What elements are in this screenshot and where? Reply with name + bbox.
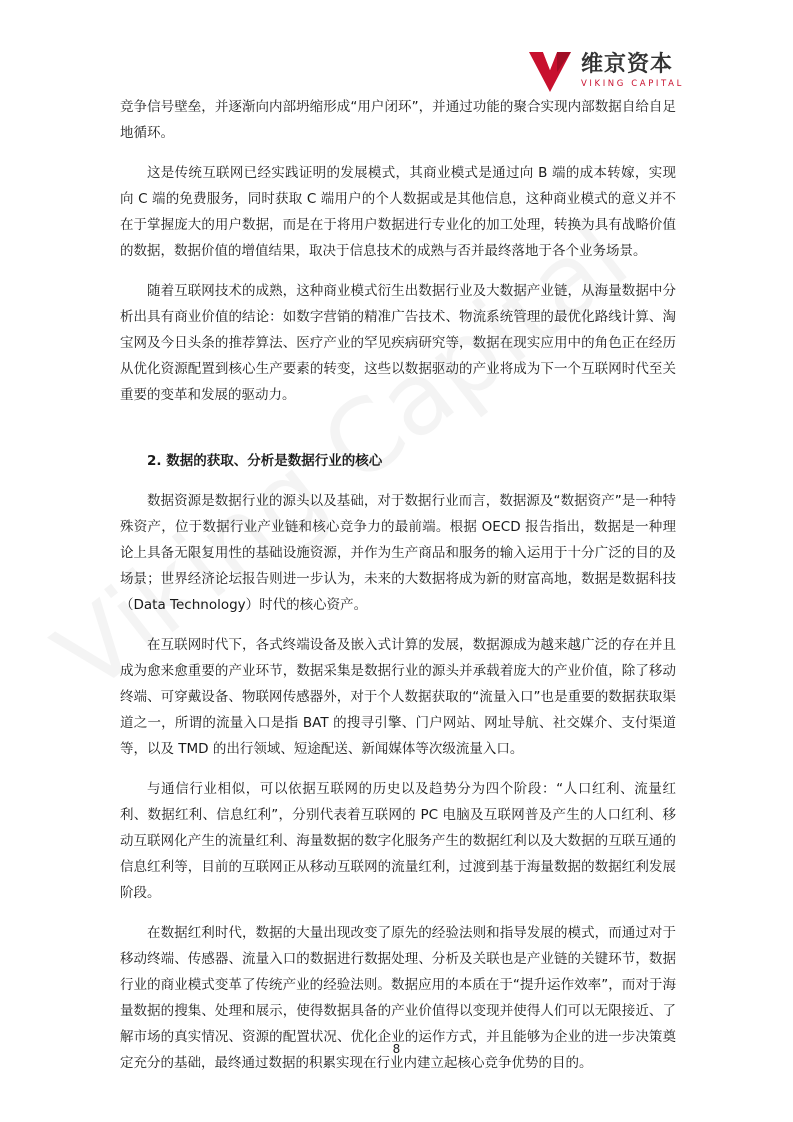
page-number: 8 bbox=[392, 1042, 401, 1056]
paragraph: 在互联网时代下，各式终端设备及嵌入式计算的发展，数据源成为越来越广泛的存在并且成为愈来愈重要的产业环节，数据采集是数据行业的源头并承载着庞大的产业价值，除了移动终端、可穿戴设备、物联网传感器外，对于个人数据获取的“流量入口”也是重要的数据获取渠道之一，所谓的流量入口是指 BAT 的搜寻引擎、门户网站、网址导航、社交媒介、支付渠道等，以及 TMD 的出行领域、短途配送、新闻媒体等次级流量入口。 bbox=[120, 637, 676, 757]
logo-chinese-name: 维京资本 bbox=[581, 51, 674, 77]
viking-capital-logo-icon bbox=[527, 48, 573, 94]
paragraph: 数据资源是数据行业的源头以及基础，对于数据行业而言，数据源及“数据资产”是一种特殊资产，位于数据行业产业链和核心竞争力的最前端。根据 OECD 报告指出，数据是一种理论上具备无限复用性的基础设施资源，并作为生产商品和服务的输入运用于十分广泛的目的及场景；世界经济论坛报告则进一步认为，未来的大数据将成为新的财富高地，数据是数据科技（Data Technology）时代的核心资产。 bbox=[120, 493, 676, 613]
logo-english-name: VIKING CAPITAL bbox=[581, 78, 684, 89]
company-logo bbox=[527, 48, 684, 94]
section-heading: 2. 数据的获取、分析是数据行业的核心 bbox=[147, 453, 383, 469]
paragraph-continued: 竞争信号壁垒，并逐渐向内部坍缩形成“用户闭环”，并通过功能的聚合实现内部数据自给自足地循环。 bbox=[120, 99, 676, 141]
logo-text bbox=[581, 53, 684, 90]
paragraph: 这是传统互联网已经实践证明的发展模式，其商业模式是通过向 B 端的成本转嫁，实现向 C 端的免费服务，同时获取 C 端用户的个人数据或是其他信息，这种商业模式的意义并不在于掌握庞大的用户数据，而是在于将用户数据进行专业化的加工处理，转换为具有战略价值的数据，数据价值的增值结果，取决于信息技术的成熟与否并最终落地于各个业务场景。 bbox=[120, 165, 676, 259]
paragraph: 在数据红利时代，数据的大量出现改变了原先的经验法则和指导发展的模式，而通过对于移动终端、传感器、流量入口的数据进行数据处理、分析及关联也是产业链的关键环节，数据行业的商业模式变革了传统产业的经验法则。数据应用的本质在于“提升运作效率”，而对于海量数据的搜集、处理和展示，使得数据具备的产业价值得以变现并使得人们可以无限接近、了解市场的真实情况、资源的配置状况、优化企业的运作方式，并且能够为企业的进一步决策奠定充分的基础，最终通过数据的积累实现在行业内建立起核心竞争优势的目的。 bbox=[120, 925, 676, 1071]
paragraph: 随着互联网技术的成熟，这种商业模式衍生出数据行业及大数据产业链，从海量数据中分析出具有商业价值的结论：如数字营销的精准广告技术、物流系统管理的最优化路线计算、淘宝网及今日头条的推荐算法、医疗产业的罕见疾病研究等，数据在现实应用中的角色正在经历从优化资源配置到核心生产要素的转变，这些以数据驱动的产业将成为下一个互联网时代至关重要的变革和发展的驱动力。 bbox=[120, 283, 676, 403]
document-body bbox=[120, 94, 676, 1076]
paragraph: 与通信行业相似，可以依据互联网的历史以及趋势分为四个阶段：“人口红利、流量红利、数据红利、信息红利”，分别代表着互联网的 PC 电脑及互联网普及产生的人口红利、移动互联网化产生的流量红利、海量数据的数字化服务产生的数据红利以及大数据的互联互通的信息红利等，目前的互联网正从移动互联网的流量红利，过渡到基于海量数据的数据红利发展阶段。 bbox=[120, 781, 676, 901]
